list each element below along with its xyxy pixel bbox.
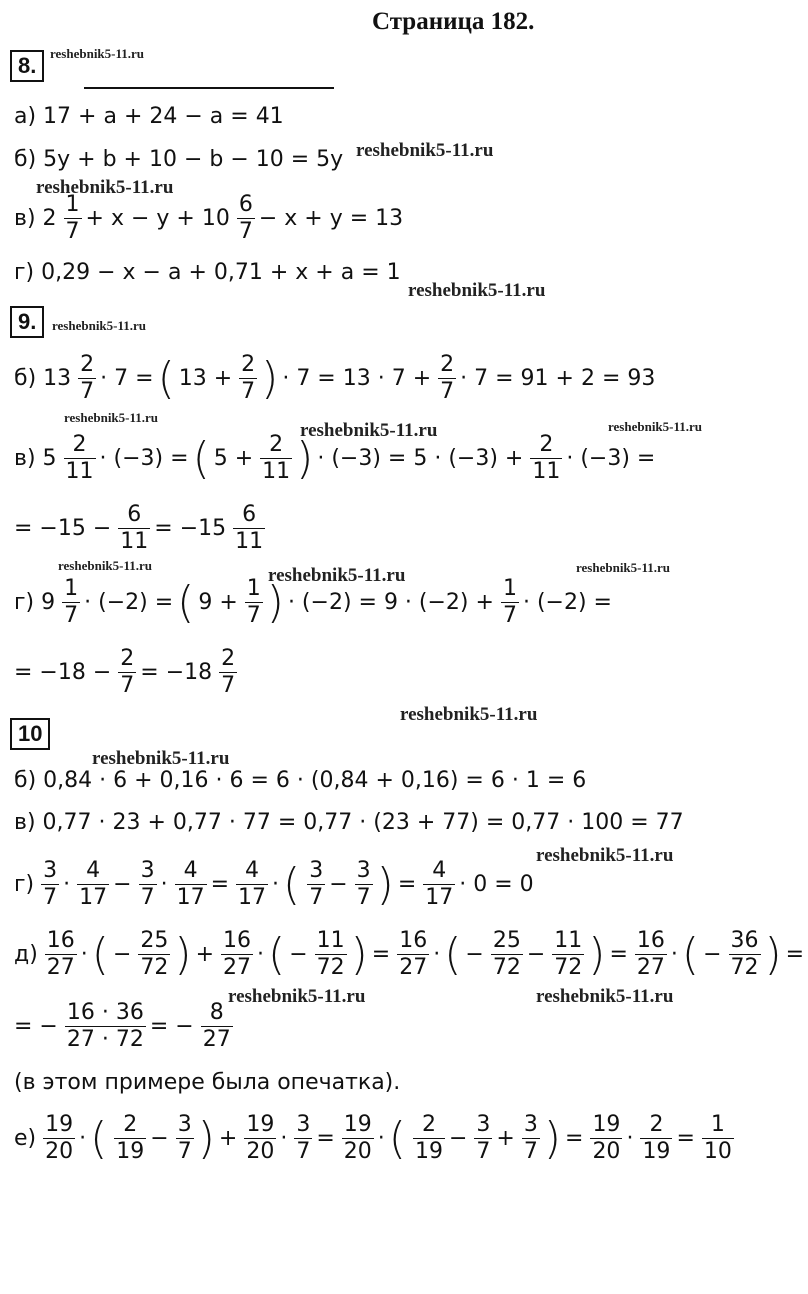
fraction: $\frac{6}{11}$ [120, 502, 149, 554]
watermark: reshebnik5-11.ru [608, 419, 703, 434]
watermark: reshebnik5-11.ru [268, 565, 406, 586]
watermark: reshebnik5-11.ru [536, 845, 674, 866]
fraction: 2 11 [65, 432, 94, 484]
task-10-d-line2: = − $\frac{16 \cdot 36}{27 \cdot 72}$ = − $\frac{8}{27}$ [14, 1000, 231, 1052]
fraction: $\frac{2}{7}$ [440, 352, 455, 404]
task-10-v: в) 0,77 · 23 + 0,77 · 77 = 0,77 · (23 + 77) = 0,77 · 100 = 77 [14, 810, 684, 835]
watermark: reshebnik5-11.ru [36, 177, 174, 198]
fraction: 1 7 [64, 576, 79, 628]
task-8-a: а) 17 + a + 24 − a = 41 [14, 104, 284, 129]
fraction: $\frac{2}{11}$ [532, 432, 561, 484]
task-8-v-mid: + x − y + 10 [85, 206, 230, 231]
fraction: $\frac{2}{7}$ [241, 352, 256, 404]
fraction: $\frac{1}{7}$ [246, 576, 261, 628]
task-10-g: г) 3 7 · 4 17 − $\frac{3}{7}$ · $\frac{4}{17}$ = $\frac{4}{17}$ · ( 3 7 − $\frac{3}{7}$ ) = $\frac{4}{17}$ · 0 = 0 [14, 858, 534, 910]
watermark: reshebnik5-11.ru [356, 140, 494, 161]
watermark: reshebnik5-11.ru [92, 748, 230, 769]
fraction: 2 7 [80, 352, 95, 404]
task-10-d: д) 16 27 · ( − $\frac{25}{72}$ ) + $\frac{16}{27}$ · ( − $\frac{11}{72}$ ) = $\frac{16}{27}$ · ( − $\frac{25}{72}$ − $\frac{11}{72}$ ) = $\frac{16}{27}$ · ( − $\frac{36}{72}$ ) = [14, 928, 805, 980]
task-10-number: 10 [10, 718, 50, 750]
task-9-g: г) 9 1 7 · (−2) = ( 9 + $\frac{1}{7}$ ) · (−2) = 9 · (−2) + $\frac{1}{7}$ · (−2) = [14, 576, 612, 628]
watermark: reshebnik5-11.ru [58, 558, 153, 573]
task-8-v [14, 192, 407, 245]
task-8-underline [84, 87, 334, 89]
task-9-number: 9. [10, 306, 44, 338]
task-8-b: б) 5y + b + 10 − b − 10 = 5y [14, 147, 344, 172]
watermark: reshebnik5-11.ru [408, 280, 546, 301]
task-10-e: е) 19 20 · ( 2 19 − $\frac{3}{7}$ ) + $\frac{19}{20}$ · $\frac{3}{7}$ = $\frac{19}{20}$ · ( 2 19 − $\frac{3}{7}$ + $\frac{3}{7}$ ) = $\frac{19}{20}$ · $\frac{2}{19}$ = $\frac{1}{10}$ [14, 1112, 732, 1164]
watermark: reshebnik5-11.ru [576, 560, 671, 575]
task-10-note: (в этом примере была опечатка). [14, 1070, 401, 1095]
task-9-b: б) 13 2 7 · 7 = ( 13 + $\frac{2}{7}$ ) · 7 = 13 · 7 + $\frac{2}{7}$ · 7 = 91 + 2 = 93 [14, 352, 656, 404]
task-9-g-line2: = −18 − $\frac{2}{7}$ = −18 2 7 [14, 646, 236, 698]
page-title: Страница 182. [372, 8, 535, 35]
watermark: reshebnik5-11.ru [228, 986, 366, 1007]
fraction: 6 11 [235, 502, 264, 554]
task-8-g: г) 0,29 − x − a + 0,71 + x + a = 1 [14, 260, 401, 285]
fraction: $\frac{2}{7}$ [120, 646, 135, 698]
task-9-v-line2: = −15 − $\frac{6}{11}$ = −15 6 11 [14, 502, 264, 554]
task-8-number: 8. [10, 50, 44, 82]
fraction: $\frac{1}{7}$ [502, 576, 517, 628]
watermark: reshebnik5-11.ru [50, 46, 145, 61]
watermark: reshebnik5-11.ru [64, 410, 159, 425]
watermark: reshebnik5-11.ru [400, 704, 538, 725]
task-9-v: в) 5 2 11 · (−3) = ( 5 + $\frac{2}{11}$ ) · (−3) = 5 · (−3) + $\frac{2}{11}$ · (−3) = [14, 432, 656, 484]
task-10-b: б) 0,84 · 6 + 0,16 · 6 = 6 · (0,84 + 0,16) = 6 · 1 = 6 [14, 768, 587, 793]
task-8-v-prefix: в) 2 [14, 206, 57, 231]
fraction: 1 7 [65, 192, 80, 244]
fraction: 2 7 [221, 646, 236, 698]
watermark: reshebnik5-11.ru [300, 420, 438, 441]
fraction: 6 7 [238, 192, 253, 244]
watermark: reshebnik5-11.ru [536, 986, 674, 1007]
watermark: reshebnik5-11.ru [52, 318, 147, 333]
task-8-v-end: − x + y = 13 [258, 206, 404, 231]
fraction: $\frac{2}{11}$ [262, 432, 291, 484]
